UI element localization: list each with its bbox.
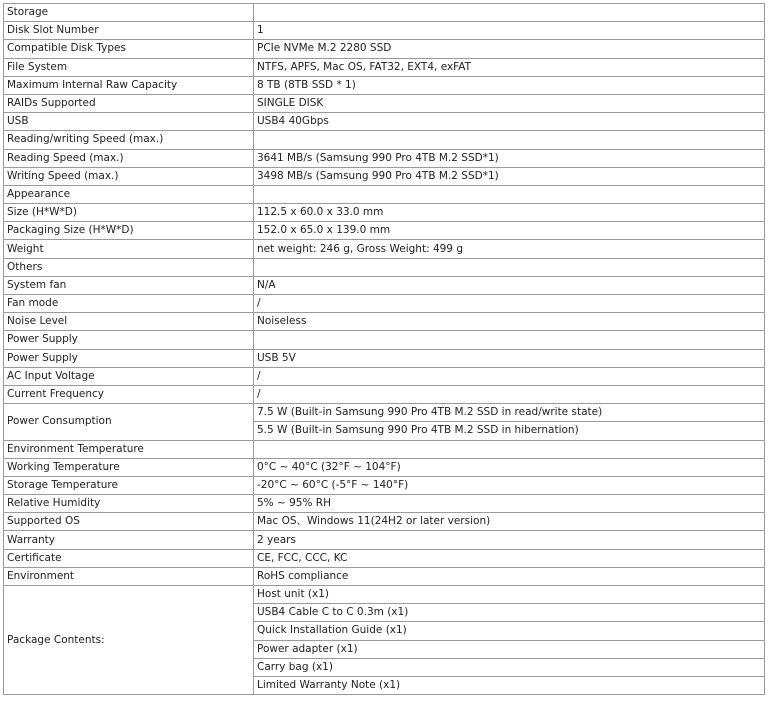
spec-label: Environment Temperature: [4, 440, 254, 458]
table-row: [4, 495, 765, 513]
spec-label: Storage Temperature: [4, 476, 254, 494]
spec-value: Quick Installation Guide (x1): [254, 622, 765, 640]
spec-value: 5% ~ 95% RH: [254, 495, 765, 513]
spec-table-body: [4, 4, 765, 695]
table-row: [4, 40, 765, 58]
spec-label: Writing Speed (max.): [4, 167, 254, 185]
table-row: [4, 240, 765, 258]
table-row: [4, 58, 765, 76]
spec-value: NTFS, APFS, Mac OS, FAT32, EXT4, exFAT: [254, 58, 765, 76]
table-row: [4, 22, 765, 40]
spec-value: net weight: 246 g, Gross Weight: 499 g: [254, 240, 765, 258]
spec-value: 2 years: [254, 531, 765, 549]
spec-value: [254, 258, 765, 276]
spec-label: Warranty: [4, 531, 254, 549]
spec-value: 112.5 x 60.0 x 33.0 mm: [254, 204, 765, 222]
table-row: [4, 4, 765, 22]
table-row: [4, 549, 765, 567]
spec-label: Disk Slot Number: [4, 22, 254, 40]
table-row: [4, 385, 765, 403]
table-row: [4, 513, 765, 531]
table-row: [4, 458, 765, 476]
table-row: [4, 167, 765, 185]
spec-label: Reading Speed (max.): [4, 149, 254, 167]
table-row: [4, 349, 765, 367]
spec-value: 7.5 W (Built-in Samsung 990 Pro 4TB M.2 SSD in read/write state): [254, 404, 765, 422]
table-row: [4, 295, 765, 313]
spec-label: Current Frequency: [4, 385, 254, 403]
spec-label: Storage: [4, 4, 254, 22]
spec-value: /: [254, 295, 765, 313]
spec-value: Host unit (x1): [254, 586, 765, 604]
spec-value: /: [254, 385, 765, 403]
table-row: [4, 94, 765, 112]
spec-label: Size (H*W*D): [4, 204, 254, 222]
table-row: [4, 313, 765, 331]
table-row: [4, 222, 765, 240]
spec-value: USB4 40Gbps: [254, 113, 765, 131]
spec-value: Mac OS、Windows 11(24H2 or later version): [254, 513, 765, 531]
table-row: [4, 258, 765, 276]
spec-value: -20°C ~ 60°C (-5°F ~ 140°F): [254, 476, 765, 494]
spec-value: Carry bag (x1): [254, 658, 765, 676]
spec-value: CE, FCC, CCC, KC: [254, 549, 765, 567]
spec-label: System fan: [4, 276, 254, 294]
spec-label: Appearance: [4, 185, 254, 203]
spec-value: 8 TB (8TB SSD * 1): [254, 76, 765, 94]
spec-value: /: [254, 367, 765, 385]
spec-label: Maximum Internal Raw Capacity: [4, 76, 254, 94]
spec-label: File System: [4, 58, 254, 76]
spec-label: Certificate: [4, 549, 254, 567]
spec-label: Noise Level: [4, 313, 254, 331]
spec-value: USB 5V: [254, 349, 765, 367]
spec-label: Packaging Size (H*W*D): [4, 222, 254, 240]
spec-label: Working Temperature: [4, 458, 254, 476]
table-row: [4, 185, 765, 203]
spec-value: Power adapter (x1): [254, 640, 765, 658]
spec-value: [254, 331, 765, 349]
spec-value: [254, 131, 765, 149]
spec-label: Environment: [4, 567, 254, 585]
spec-label: AC Input Voltage: [4, 367, 254, 385]
table-row: [4, 567, 765, 585]
spec-value: 0°C ~ 40°C (32°F ~ 104°F): [254, 458, 765, 476]
spec-label: USB: [4, 113, 254, 131]
spec-label: Others: [4, 258, 254, 276]
spec-label: Relative Humidity: [4, 495, 254, 513]
spec-value: [254, 185, 765, 203]
spec-label: Supported OS: [4, 513, 254, 531]
spec-label: Reading/writing Speed (max.): [4, 131, 254, 149]
spec-label: Fan mode: [4, 295, 254, 313]
spec-value: PCIe NVMe M.2 2280 SSD: [254, 40, 765, 58]
spec-value: RoHS compliance: [254, 567, 765, 585]
spec-label: RAIDs Supported: [4, 94, 254, 112]
spec-table: [3, 3, 765, 695]
table-row: [4, 331, 765, 349]
table-row: [4, 367, 765, 385]
table-row: [4, 440, 765, 458]
spec-value: Noiseless: [254, 313, 765, 331]
spec-value: 3641 MB/s (Samsung 990 Pro 4TB M.2 SSD*1): [254, 149, 765, 167]
spec-label: Compatible Disk Types: [4, 40, 254, 58]
table-row: [4, 276, 765, 294]
spec-label: Power Supply: [4, 331, 254, 349]
spec-label: Package Contents:: [4, 586, 254, 695]
spec-value: 152.0 x 65.0 x 139.0 mm: [254, 222, 765, 240]
spec-label: Power Supply: [4, 349, 254, 367]
spec-value: [254, 4, 765, 22]
spec-value: SINGLE DISK: [254, 94, 765, 112]
table-row: [4, 131, 765, 149]
table-row: [4, 476, 765, 494]
table-row: [4, 531, 765, 549]
spec-value: 3498 MB/s (Samsung 990 Pro 4TB M.2 SSD*1): [254, 167, 765, 185]
table-row: [4, 149, 765, 167]
spec-value: 1: [254, 22, 765, 40]
spec-label: Power Consumption: [4, 404, 254, 440]
table-row: [4, 404, 765, 422]
spec-value: N/A: [254, 276, 765, 294]
spec-value: USB4 Cable C to C 0.3m (x1): [254, 604, 765, 622]
table-row: [4, 204, 765, 222]
spec-value: [254, 440, 765, 458]
spec-value: Limited Warranty Note (x1): [254, 676, 765, 694]
table-row: [4, 586, 765, 604]
spec-label: Weight: [4, 240, 254, 258]
table-row: [4, 113, 765, 131]
table-row: [4, 76, 765, 94]
spec-value: 5.5 W (Built-in Samsung 990 Pro 4TB M.2 SSD in hibernation): [254, 422, 765, 440]
